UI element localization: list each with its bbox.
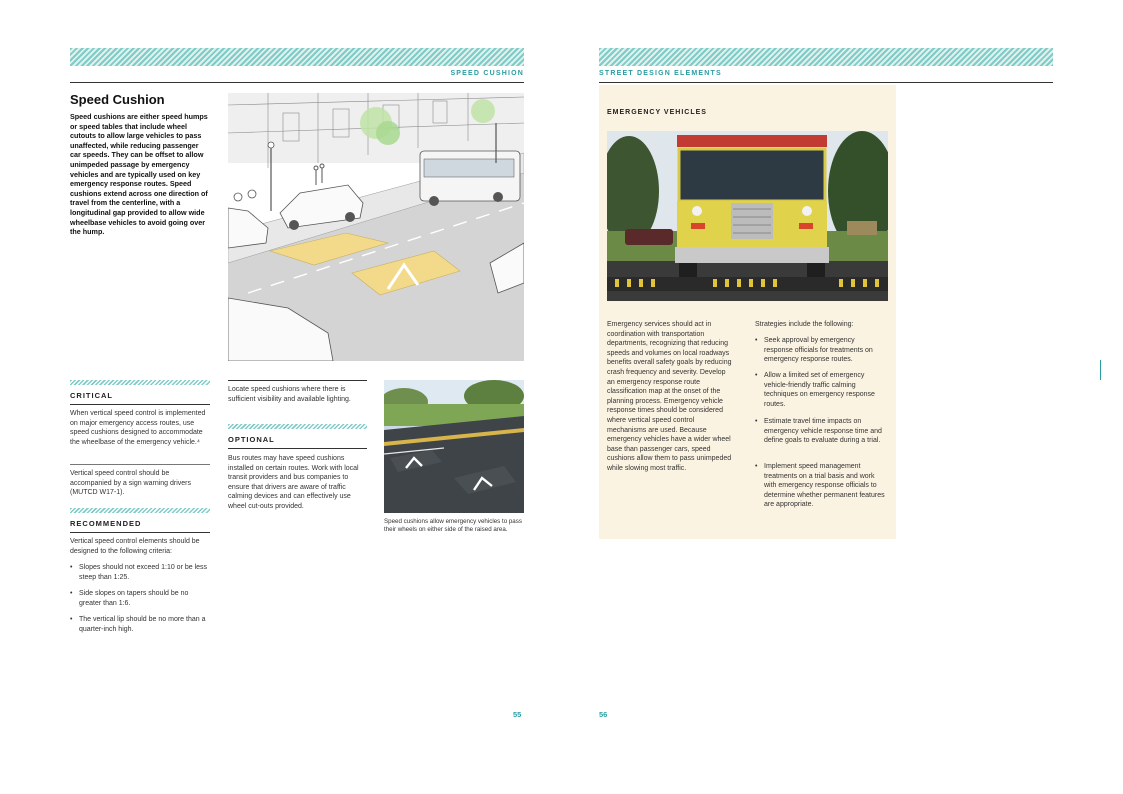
- strategy-bullet: • Estimate travel time impacts on emergency vehicle response time and define goals to evaluate during a trial.: [755, 417, 885, 446]
- recommended-bullet: • Slopes should not exceed 1:10 or be less steep than 1:25.: [70, 563, 210, 582]
- strategy-bullet: • Seek approval by emergency response officials for treatments on emergency response routes.: [755, 336, 885, 365]
- strategy-bullet: • Implement speed management treatments on a trial basis and work with emergency response officials to determine whether permanent features are appropriate.: [755, 462, 885, 510]
- optional-hatch: [228, 424, 367, 429]
- section-tag-right: STREET DESIGN ELEMENTS: [599, 70, 722, 77]
- recommended-rule: [70, 532, 210, 533]
- emergency-vehicles-heading: EMERGENCY VEHICLES: [607, 109, 707, 116]
- speed-cushion-road-photo: [384, 380, 524, 513]
- page-number-right: 56: [599, 710, 608, 719]
- header-rule-left: [70, 82, 524, 83]
- fire-truck-photo: [607, 131, 888, 301]
- critical-paragraph-2: Vertical speed control should be accompanied by a sign warning drivers (MUTCD W17-1).: [70, 470, 192, 497]
- critical-paragraph-1: When vertical speed control is implemented on major emergency access routes, use speed cushions designed to accommodate the wheelbase of the emergency vehicle.⁴: [70, 410, 206, 446]
- page-title: Speed Cushion: [70, 92, 165, 107]
- intro-paragraph: Speed cushions are either speed humps or speed tables that include wheel cutouts to allow large vehicles to pass unaffected, while reducing passenger car speeds. They can be offset to allow unimpeded passage by emergency vehicles and are typically used on key emergency response routes. Speed cushions extend across one direction of travel from the centerline, with a longitudinal gap provided to allow wide wheelbase vehicles to avoid going over the hump.: [70, 112, 208, 237]
- strategy-bullet: • Allow a limited set of emergency vehicle-friendly traffic calming techniques on emergency response routes.: [755, 371, 885, 409]
- critical-hatch: [70, 380, 210, 385]
- road-photo-caption: Speed cushions allow emergency vehicles to pass their wheels on either side of the raised area.: [384, 518, 522, 533]
- section-tag-left: SPEED CUSHION: [450, 70, 524, 77]
- optional-heading: OPTIONAL: [228, 435, 275, 444]
- visibility-note: Locate speed cushions where there is sufficient visibility and available lighting.: [228, 386, 351, 403]
- optional-rule: [228, 448, 367, 449]
- header-rule-right: [599, 82, 1053, 83]
- header-hatch-band-left: [70, 48, 524, 66]
- critical-heading: CRITICAL: [70, 391, 113, 400]
- recommended-bullet: • The vertical lip should be no more than a quarter-inch high.: [70, 615, 210, 634]
- recommended-bullet: • Side slopes on tapers should be no greater than 1:6.: [70, 589, 210, 608]
- critical-divider: [70, 464, 210, 465]
- strategies-intro: Strategies include the following:: [755, 321, 854, 328]
- mid-rule: [228, 380, 367, 381]
- page-number-left: 55: [513, 710, 522, 719]
- recommended-heading: RECOMMENDED: [70, 519, 142, 528]
- recommended-intro: Vertical speed control elements should be designed to the following criteria:: [70, 538, 200, 555]
- speed-cushion-street-illustration: [228, 93, 524, 361]
- critical-rule: [70, 404, 210, 405]
- recommended-hatch: [70, 508, 210, 513]
- emergency-paragraph: Emergency services should act in coordination with transportation departments, recognizing that reducing speeds and volumes on local roadways benefits overall safety goals by reducing crash frequency and severity. Develop an emergency response route classification map at the onset of the planning process. Emergency vehicle response times should be considered where vertical speed control mechanisms are used. Because emergency vehicles have a wider wheel base than passenger cars, speed cushions allow them to pass unimpeded while slowing most traffic.: [607, 321, 732, 472]
- header-hatch-band-right: [599, 48, 1053, 66]
- edge-tick-mark: [1100, 360, 1101, 380]
- optional-paragraph: Bus routes may have speed cushions installed on certain routes. Work with local transit providers and bus companies to ensure that drivers are aware of traffic calming devices and can effectively use wheel cut-outs provided.: [228, 455, 359, 510]
